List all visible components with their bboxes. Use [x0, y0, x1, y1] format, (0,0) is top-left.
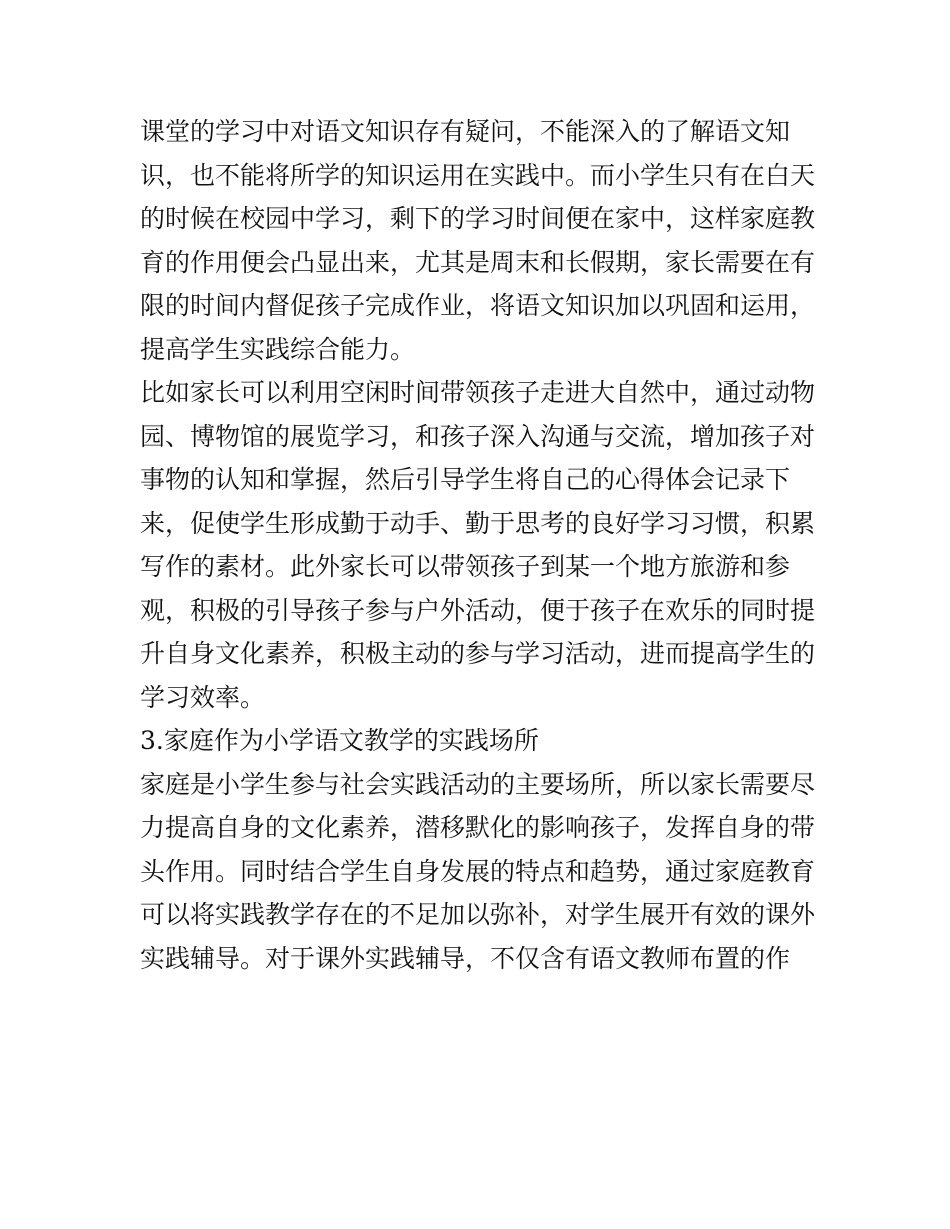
text-line: 比如家长可以利用空闲时间带领孩子走进大自然中，通过动物	[140, 378, 815, 407]
section-heading: 3.家庭作为小学语文教学的实践场所	[140, 726, 539, 755]
text-line: 家庭是小学生参与社会实践活动的主要场所，所以家长需要尽	[140, 769, 815, 799]
text-line: 的时候在校园中学习，剩下的学习时间便在家中，这样家庭教	[140, 204, 815, 233]
text-line: 升自身文化素养，积极主动的参与学习活动，进而提高学生的	[140, 639, 815, 668]
text-line: 园、博物馆的展览学习，和孩子深入沟通与交流，增加孩子对	[140, 421, 815, 451]
text-line: 育的作用便会凸显出来，尤其是周末和长假期，家长需要在有	[140, 247, 815, 277]
text-line: 写作的素材。此外家长可以带领孩子到某一个地方旅游和参	[140, 552, 791, 581]
text-line: 限的时间内督促孩子完成作业，将语文知识加以巩固和运用，	[140, 291, 815, 320]
text-line: 力提高自身的文化素养，潜移默化的影响孩子，发挥自身的带	[140, 813, 815, 842]
text-line: 课堂的学习中对语文知识存有疑问，不能深入的了解语文知	[140, 117, 791, 146]
text-line: 来，促使学生形成勤于动手、勤于思考的良好学习习惯，积累	[140, 508, 815, 538]
text-line: 提高学生实践综合能力。	[140, 334, 416, 364]
text-line: 头作用。同时结合学生自身发展的特点和趋势，通过家庭教育	[140, 856, 815, 886]
text-line: 实践辅导。对于课外实践辅导，不仅含有语文教师布置的作	[140, 943, 791, 973]
text-line: 观，积极的引导孩子参与户外活动，便于孩子在欢乐的同时提	[140, 595, 815, 625]
text-line: 可以将实践教学存在的不足加以弥补，对学生展开有效的课外	[140, 900, 815, 929]
text-line: 识，也不能将所学的知识运用在实践中。而小学生只有在白天	[140, 160, 815, 190]
text-line: 事物的认知和掌握，然后引导学生将自己的心得体会记录下	[140, 465, 791, 494]
text-line: 学习效率。	[140, 682, 266, 712]
document-body	[140, 110, 815, 980]
